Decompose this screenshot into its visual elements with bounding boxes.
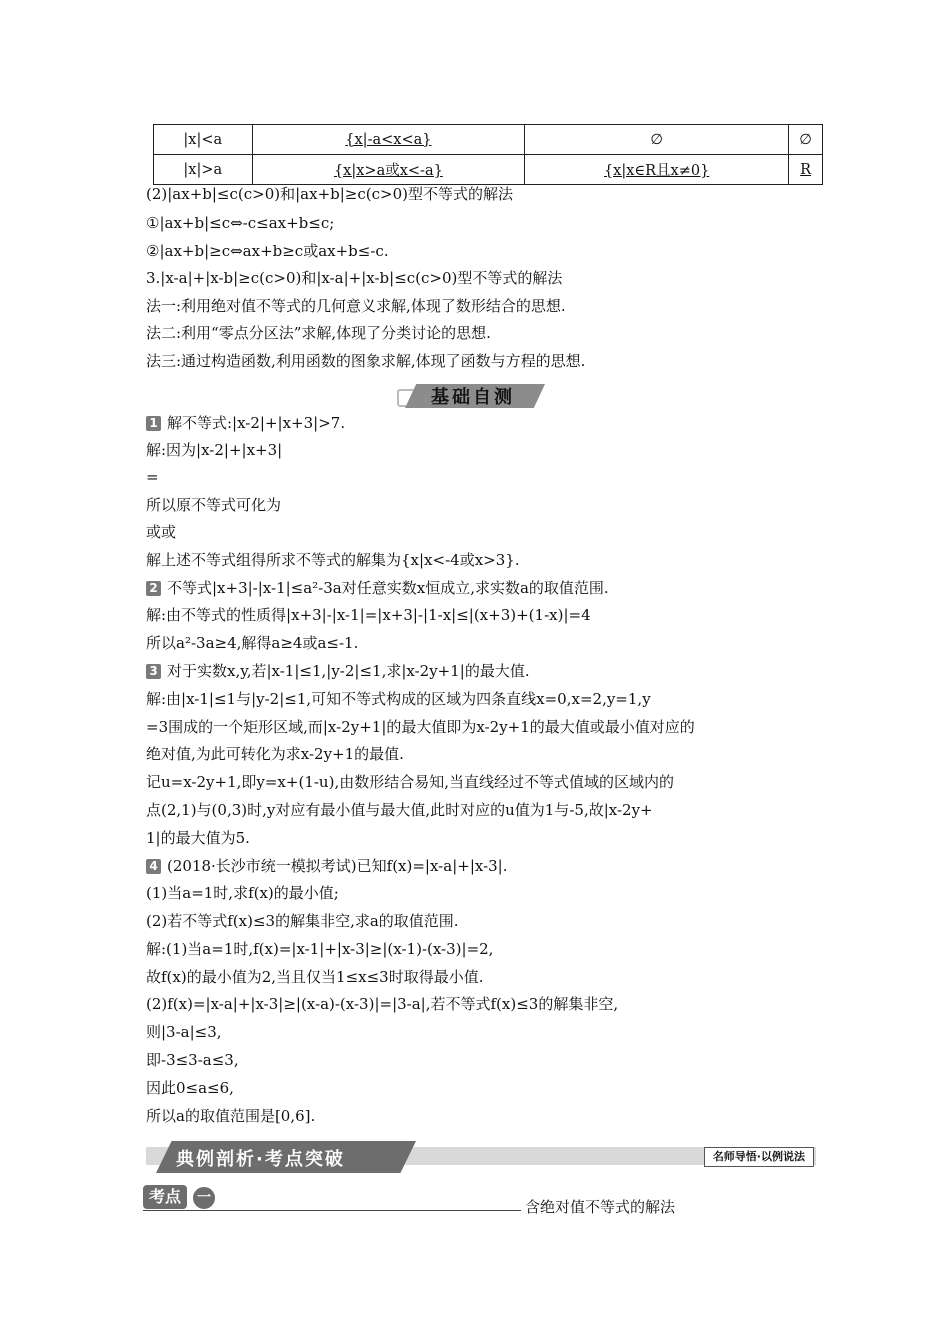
problem-line: [146, 939, 493, 959]
problem-line: [146, 440, 282, 460]
section-tag: 名师导悟·以例说法: [704, 1147, 814, 1167]
problem-line: [146, 883, 339, 903]
problem-text: 解:由不等式的性质得|x+3|-|x-1|=|x+3|-|1-x|≤|(x+3)+(1-x)|=4: [146, 606, 591, 624]
problem-text: (2)若不等式f(x)≤3的解集非空,求a的取值范围.: [146, 912, 459, 930]
problem-text: 所以原不等式可化为: [146, 496, 282, 514]
text-line: 3.|x-a|+|x-b|≥c(c>0)和|x-a|+|x-b|≤c(c>0)型不等式的解法: [146, 269, 563, 287]
problem-text: 因此0≤a≤6,: [146, 1079, 234, 1097]
basic-test-banner: [405, 381, 545, 411]
kaodian-title: 含绝对值不等式的解法: [525, 1198, 676, 1216]
problem-number: 3: [146, 664, 161, 679]
problem-line: [146, 967, 483, 987]
problem-line: [146, 413, 345, 433]
problem-line: [146, 467, 159, 487]
problem-line: [146, 800, 653, 820]
problem-text: 即-3≤3-a≤3,: [146, 1051, 239, 1069]
problem-text: 或或: [146, 523, 177, 541]
table-row: [154, 155, 823, 185]
table-cell: {x|x>a或x<-a}: [252, 155, 525, 185]
problem-text: 解:(1)当a=1时,f(x)=|x-1|+|x-3|≥|(x-1)-(x-3)|=2,: [146, 940, 494, 958]
kaodian-badge: [143, 1185, 223, 1209]
problem-text: 解不等式:|x-2|+|x+3|>7.: [167, 414, 346, 432]
table-cell: |x|>a: [154, 155, 253, 185]
problem-text: 点(2,1)与(0,3)时,y对应有最小值与最大值,此时对应的u值为1与-5,故|x-2y+: [146, 801, 653, 819]
problem-line: [146, 994, 618, 1014]
divider: [143, 1210, 521, 1211]
problem-line: [146, 1078, 234, 1098]
problem-number: 4: [146, 859, 161, 874]
banner-title: 基础自测: [431, 387, 515, 408]
text-line: 法三:通过构造函数,利用函数的图象求解,体现了函数与方程的思想.: [146, 352, 586, 370]
problem-number: 2: [146, 581, 161, 596]
text-line: 法二:利用“零点分区法”求解,体现了分类讨论的思想.: [146, 324, 491, 342]
section-title: 典例剖析·考点突破: [176, 1149, 345, 1170]
problem-line: [146, 911, 459, 931]
text-line: ②|ax+b|≥c⇔ax+b≥c或ax+b≤-c.: [146, 242, 389, 260]
problem-line: [146, 661, 530, 681]
problem-text: 解:因为|x-2|+|x+3|: [146, 441, 283, 459]
problem-text: (2)f(x)=|x-a|+|x-3|≥|(x-a)-(x-3)|=|3-a|,若不等式f(x)≤3的解集非空,: [146, 995, 619, 1013]
problem-text: 1|的最大值为5.: [146, 829, 250, 847]
problem-text: 解:由|x-1|≤1与|y-2|≤1,可知不等式构成的区域为四条直线x=0,x=2,y=1,y: [146, 690, 651, 708]
problem-text: 记u=x-2y+1,即y=x+(1-u),由数形结合易知,当直线经过不等式值域的区域内的: [146, 773, 674, 791]
kaodian-number: 一: [191, 1185, 217, 1211]
text-line: (2)|ax+b|≤c(c>0)和|ax+b|≥c(c>0)型不等式的解法: [146, 185, 513, 203]
problem-line: [146, 578, 609, 598]
problem-text: 绝对值,为此可转化为求x-2y+1的最值.: [146, 745, 404, 763]
problem-text: 对于实数x,y,若|x-1|≤1,|y-2|≤1,求|x-2y+1|的最大值.: [167, 662, 530, 680]
text-line: 法一:利用绝对值不等式的几何意义求解,体现了数形结合的思想.: [146, 297, 566, 315]
problem-text: =: [146, 468, 159, 486]
problem-text: 故f(x)的最小值为2,当且仅当1≤x≤3时取得最小值.: [146, 968, 484, 986]
problem-number: 1: [146, 416, 161, 431]
table-cell: R: [789, 155, 823, 185]
problem-line: [146, 772, 674, 792]
problem-text: 解上述不等式组得所求不等式的解集为{x|x<-4或x>3}.: [146, 551, 520, 569]
problem-text: (2018·长沙市统一模拟考试)已知f(x)=|x-a|+|x-3|.: [167, 857, 508, 875]
problem-line: [146, 1106, 315, 1126]
table-cell: ∅: [525, 125, 789, 155]
problem-line: [146, 605, 591, 625]
problem-text: (1)当a=1时,求f(x)的最小值;: [146, 884, 339, 902]
table-cell: ∅: [789, 125, 823, 155]
text-line: ①|ax+b|≤c⇔-c≤ax+b≤c;: [146, 214, 335, 232]
table-cell: {x|-a<x<a}: [252, 125, 525, 155]
problem-text: 不等式|x+3|-|x-1|≤a²-3a对任意实数x恒成立,求实数a的取值范围.: [167, 579, 609, 597]
problem-text: 所以a²-3a≥4,解得a≥4或a≤-1.: [146, 634, 359, 652]
problem-text: 则|3-a|≤3,: [146, 1023, 222, 1041]
problem-line: [146, 550, 520, 570]
problem-line: [146, 1022, 222, 1042]
inequality-table: [153, 124, 823, 185]
table-row: [154, 125, 823, 155]
problem-text: =3围成的一个矩形区域,而|x-2y+1|的最大值即为x-2y+1的最大值或最小值对应的: [146, 718, 695, 736]
problem-text: 所以a的取值范围是[0,6].: [146, 1107, 316, 1125]
problem-line: [146, 856, 508, 876]
problem-line: [146, 717, 695, 737]
problem-line: [146, 1050, 239, 1070]
problem-line: [146, 633, 358, 653]
problem-line: [146, 495, 281, 515]
problem-line: [146, 828, 250, 848]
problem-line: [146, 689, 651, 709]
problem-line: [146, 744, 404, 764]
table-cell: |x|<a: [154, 125, 253, 155]
problem-line: [146, 522, 176, 542]
section-banner: [146, 1141, 816, 1173]
kaodian-label: 考点: [143, 1185, 187, 1209]
table-cell: {x|x∈R且x≠0}: [525, 155, 789, 185]
